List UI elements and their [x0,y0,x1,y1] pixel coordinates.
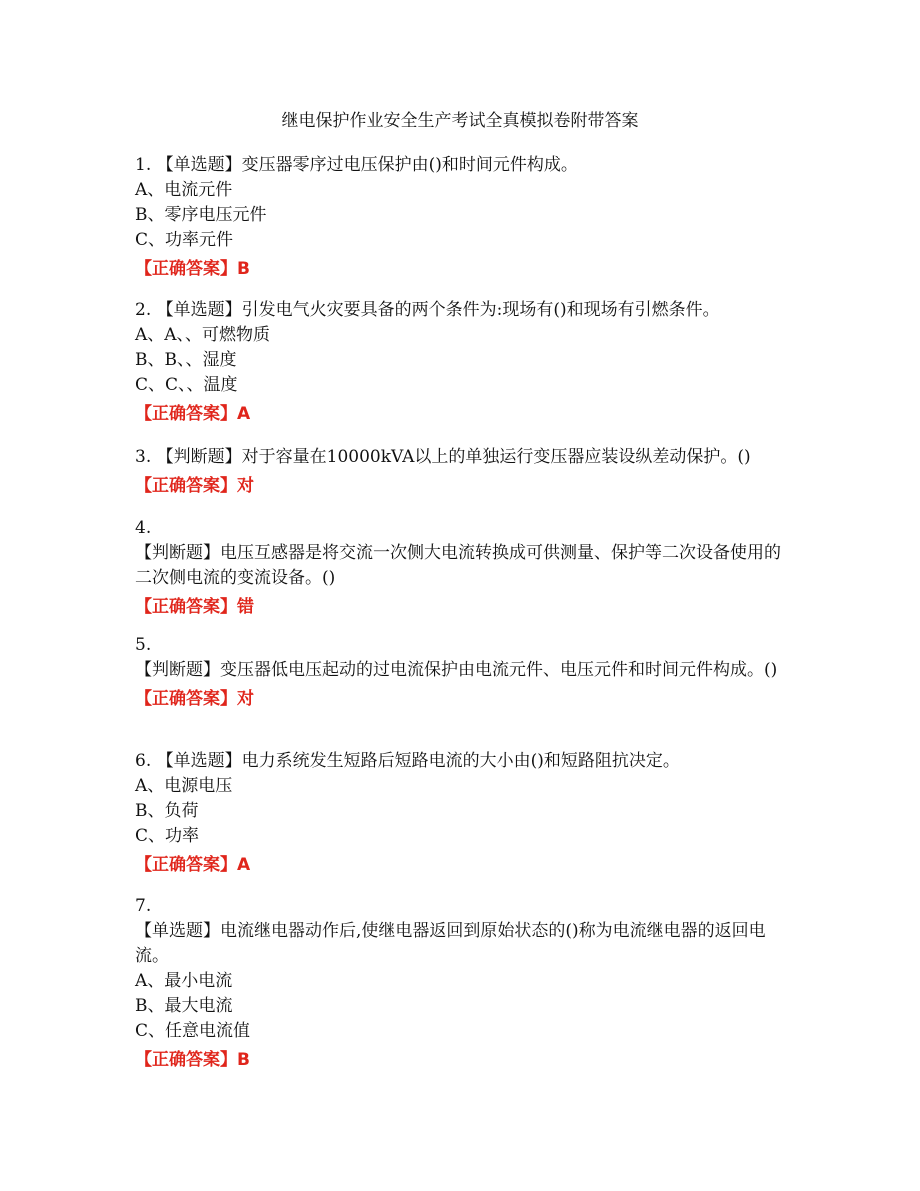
answer-value: B [237,1050,250,1070]
answer-prefix: 【正确答案】 [135,855,237,875]
correct-answer [135,402,790,427]
answer-prefix: 【正确答案】 [135,404,237,424]
question-stem: 【单选题】电流继电器动作后,使继电器返回到原始状态的()称为电流继电器的返回电流。 [135,921,766,966]
document-title: 继电保护作业安全生产考试全真模拟卷附带答案 [281,111,639,131]
question-stem: 【判断题】电压互感器是将交流一次侧大电流转换成可供测量、保护等二次设备使用的二次侧电流的变流设备。() [135,543,781,588]
question-number: 7. [135,896,152,916]
question-3 [135,445,790,499]
option-b: B、B、、湿度 [135,350,237,370]
question-stem: 3. 【判断题】对于容量在10000kVA以上的单独运行变压器应装设纵差动保护。() [135,447,751,467]
option-a: A、电流元件 [135,180,233,200]
option-b: B、零序电压元件 [135,205,267,225]
option-c: C、C、、温度 [135,375,238,395]
option-c: C、功率元件 [135,230,234,250]
answer-value: 错 [237,597,254,617]
question-stem: 1. 【单选题】变压器零序过电压保护由()和时间元件构成。 [135,155,578,175]
answer-prefix: 【正确答案】 [135,476,237,496]
correct-answer [135,853,790,878]
question-stem: 【判断题】变压器低电压起动的过电流保护由电流元件、电压元件和时间元件构成。() [135,660,778,680]
answer-value: B [237,259,250,279]
answer-value: A [237,855,251,875]
option-c: C、功率 [135,826,200,846]
option-b: B、负荷 [135,801,199,821]
answer-value: 对 [237,476,254,496]
correct-answer [135,687,790,712]
answer-prefix: 【正确答案】 [135,1050,237,1070]
question-number: 5. [135,635,152,655]
answer-prefix: 【正确答案】 [135,689,237,709]
correct-answer [135,257,790,282]
question-stem: 6. 【单选题】电力系统发生短路后短路电流的大小由()和短路阻抗决定。 [135,751,680,771]
question-6 [135,749,790,878]
option-c: C、任意电流值 [135,1021,251,1041]
question-2 [135,298,790,427]
option-a: A、最小电流 [135,971,233,991]
question-1 [135,153,790,282]
question-4 [135,516,790,620]
correct-answer [135,1048,790,1073]
answer-value: A [237,404,251,424]
question-number: 4. [135,518,152,538]
question-7 [135,894,790,1073]
option-b: B、最大电流 [135,996,233,1016]
option-a: A、A、、可燃物质 [135,325,271,345]
correct-answer [135,474,790,499]
correct-answer [135,595,790,620]
answer-prefix: 【正确答案】 [135,259,237,279]
answer-value: 对 [237,689,254,709]
question-5 [135,633,790,712]
question-stem: 2. 【单选题】引发电气火灾要具备的两个条件为:现场有()和现场有引燃条件。 [135,300,720,320]
answer-prefix: 【正确答案】 [135,597,237,617]
option-a: A、电源电压 [135,776,233,796]
